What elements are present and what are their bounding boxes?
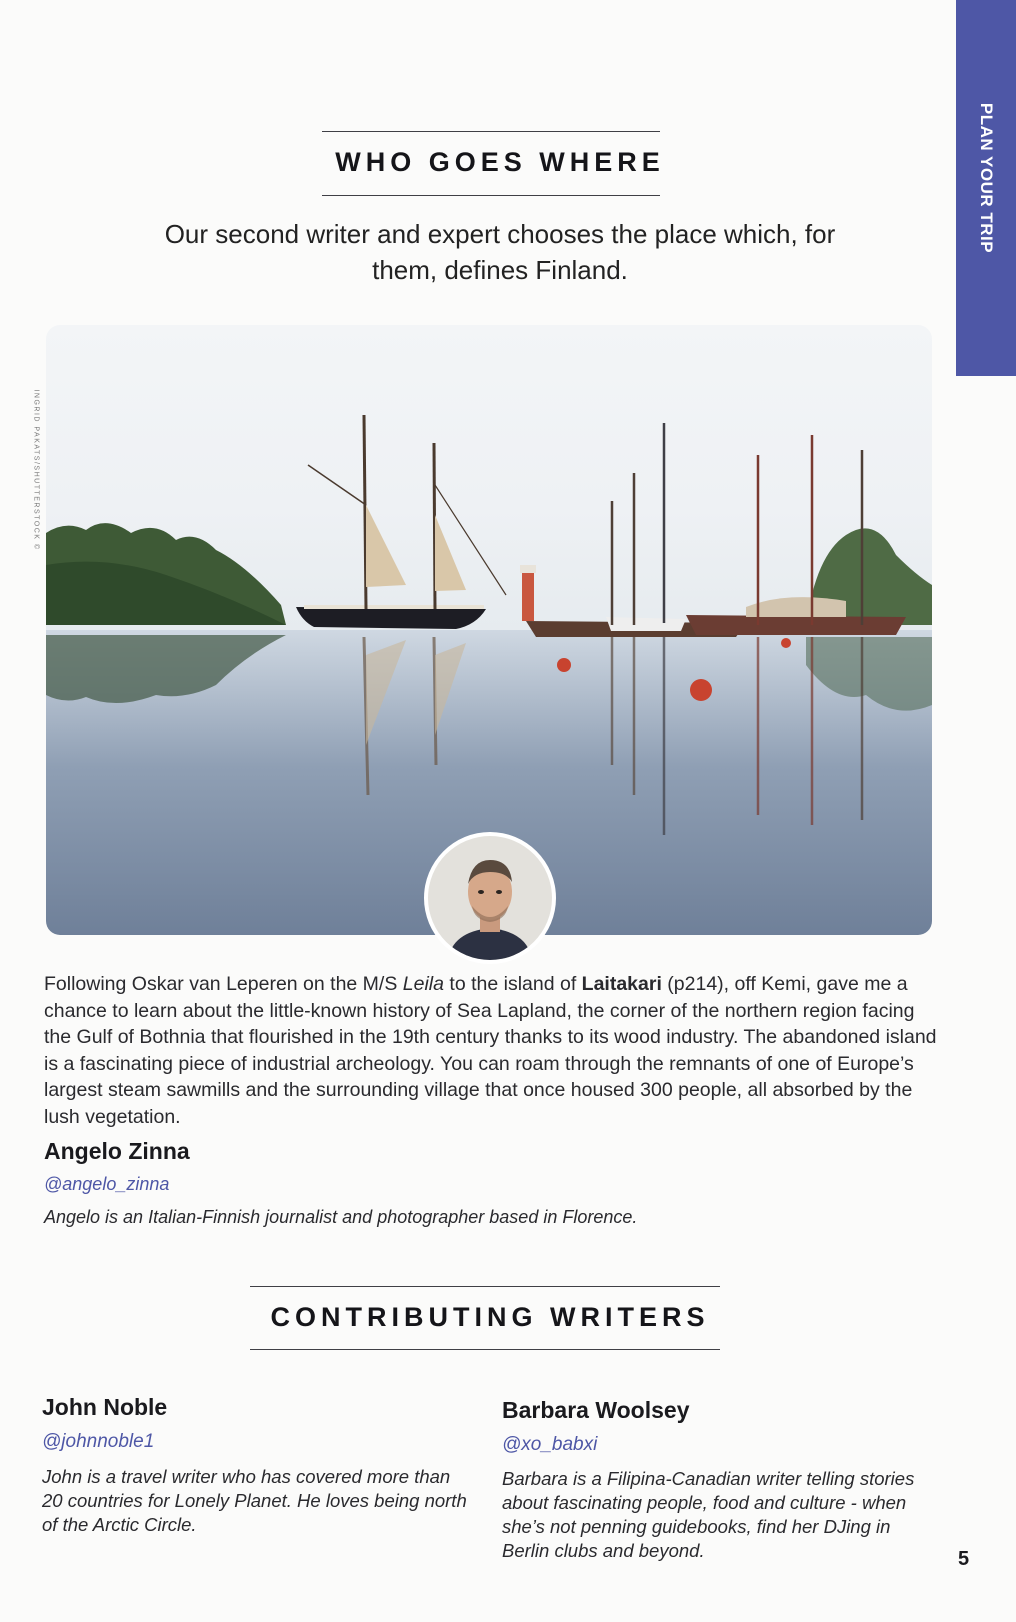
photo-credit: INGRID PAKATS/SHUTTERSTOCK © <box>32 389 40 551</box>
writer-bio: John is a travel writer who has covered more than 20 countries for Lonely Planet. He loves being north of the Arctic Circle. <box>42 1466 467 1535</box>
page-number: 5 <box>958 1548 970 1570</box>
heading-rule-top <box>250 1286 720 1287</box>
author-portrait <box>428 836 552 960</box>
feature-text-part-2: to the island of <box>443 973 582 995</box>
feature-paragraph <box>44 971 944 1130</box>
writer-bio: Barbara is a Filipina-Canadian writer telling stories about fascinating people, food and culture - when she’s not penning guidebooks, find her DJing in Berlin clubs and beyond. <box>502 1468 915 1561</box>
section-intro: Our second writer and expert chooses the place which, for them, defines Finland. <box>164 219 836 285</box>
side-tab-label: PLAN YOUR TRIP <box>977 102 996 254</box>
feature-ship-name: Leila <box>402 973 444 995</box>
writer-handle[interactable]: @xo_babxi <box>502 1434 598 1455</box>
author-avatar <box>424 832 556 964</box>
author-bio: Angelo is an Italian-Finnish journalist and photographer based in Florence. <box>44 1207 638 1227</box>
author-name: Angelo Zinna <box>44 1138 190 1164</box>
heading-rule-bottom <box>250 1349 720 1350</box>
writer-name: John Noble <box>42 1394 168 1420</box>
section-heading-who-goes-where: WHO GOES WHERE <box>335 147 665 177</box>
section-heading-contributing-writers: CONTRIBUTING WRITERS <box>270 1302 710 1332</box>
author-handle[interactable]: @angelo_zinna <box>44 1174 170 1194</box>
feature-place-name: Laitakari <box>581 973 662 995</box>
feature-text-part-3: (p214), off Kemi, gave me a chance to learn about the little-known history of Sea Lapland, the corner of the northern region facing the Gulf of Bothnia that flourished in the 19th century thanks to its wood industry. The abandoned island is a fascinating piece of industrial archeology. You can roam through the remnants of one of Europe’s largest steam sawmills and the surrounding village that once housed 300 people, all absorbed by the lush vegetation. <box>44 973 937 1128</box>
feature-text-part-1: Following Oskar van Leperen on the M/S <box>44 973 403 995</box>
side-tab[interactable] <box>956 0 1016 376</box>
writer-handle[interactable]: @johnnoble1 <box>42 1431 155 1452</box>
heading-rule-top <box>322 131 660 132</box>
heading-rule-bottom <box>322 195 660 196</box>
writer-name: Barbara Woolsey <box>502 1397 690 1423</box>
